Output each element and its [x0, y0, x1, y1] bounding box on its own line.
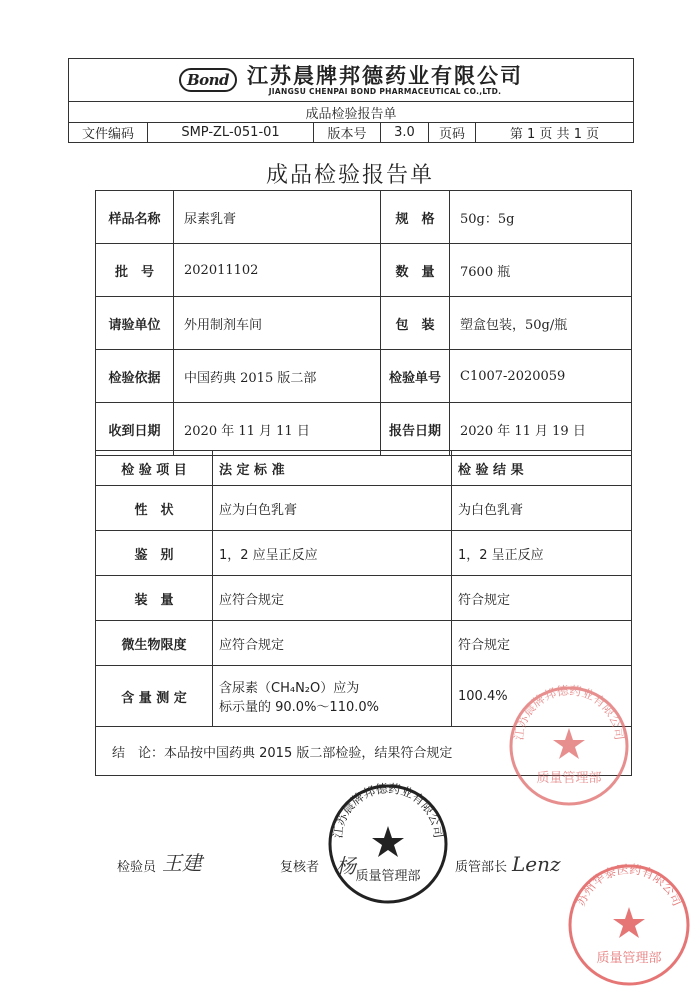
version-value: 3.0 [381, 123, 429, 143]
row-result: 符合规定 [452, 576, 632, 621]
col-result-header: 检 验 结 果 [452, 451, 632, 486]
form-title: 成品检验报告单 [69, 102, 634, 123]
bond-logo-icon: Bond [179, 68, 237, 92]
sample-info-table [95, 190, 632, 456]
supplier-stamp-red [566, 862, 692, 988]
row-result: 为白色乳膏 [452, 486, 632, 531]
stamp-inner-text: 质量管理部 [355, 869, 421, 884]
qty-label: 数 量 [381, 244, 450, 297]
row-item: 含 量 测 定 [96, 666, 213, 727]
quality-dept-stamp-black [326, 782, 450, 906]
recv-date-label: 收到日期 [96, 403, 174, 456]
stamp-outer-text: 苏州华泰医药有限公司 [573, 862, 685, 909]
reviewer-label: 复核者 [280, 860, 320, 875]
table-row [96, 576, 632, 621]
sample-name: 尿素乳膏 [174, 191, 381, 244]
stamp-outer-text: 江苏晨牌邦德药业有限公司 [330, 782, 446, 839]
report-no-label: 检验单号 [381, 350, 450, 403]
svg-text:苏州华泰医药有限公司 [574, 862, 685, 908]
stamp-inner-text: 质量管理部 [596, 951, 662, 966]
row-std: 应符合规定 [213, 621, 452, 666]
row-std: 应符合规定 [213, 576, 452, 621]
doc-code: SMP-ZL-051-01 [148, 123, 314, 143]
row-item: 鉴 别 [96, 531, 213, 576]
company-name-en: JIANGSU CHENPAI BOND PHARMACEUTICAL CO.,LTD. [268, 86, 502, 96]
qa-label: 质管部长 [455, 860, 508, 875]
company-banner [69, 59, 634, 102]
reviewer-signature: 杨 [336, 854, 356, 878]
unit-value: 外用制剂车间 [174, 297, 381, 350]
pack-value: 塑盒包装，50g/瓶 [450, 297, 632, 350]
stamp-outer-text: 江苏晨牌邦德药业有限公司 [511, 684, 627, 741]
document-header [68, 58, 634, 143]
unit-label: 请验单位 [96, 297, 174, 350]
qa-signature: Lenz [512, 852, 561, 876]
row-std-line1: 含尿素（CH₄N₂O）应为 [219, 681, 360, 696]
report-no-value: C1007-2020059 [450, 350, 632, 403]
report-date-label: 报告日期 [381, 403, 450, 456]
row-item: 装 量 [96, 576, 213, 621]
recv-date-value: 2020 年 11 月 11 日 [174, 403, 381, 456]
version-label: 版本号 [314, 123, 381, 143]
table-row [96, 531, 632, 576]
batch-value: 202011102 [174, 244, 381, 297]
pack-label: 包 装 [381, 297, 450, 350]
inspector-signature: 王建 [162, 851, 202, 875]
table-row [96, 486, 632, 531]
doc-code-label: 文件编码 [69, 123, 148, 143]
basis-label: 检验依据 [96, 350, 174, 403]
report-date-value: 2020 年 11 月 19 日 [450, 403, 632, 456]
row-result: 100.4% [452, 666, 632, 727]
conclusion: 结 论：本品按中国药典 2015 版二部检验，结果符合规定 [96, 727, 632, 776]
spec-label: 规 格 [381, 191, 450, 244]
basis-value: 中国药典 2015 版二部 [174, 350, 381, 403]
page-value: 第 1 页 共 1 页 [476, 123, 634, 143]
row-std-line2: 标示量的 90.0%～110.0% [219, 700, 379, 715]
col-std-header: 法 定 标 准 [213, 451, 452, 486]
table-row [96, 621, 632, 666]
inspector-label: 检验员 [117, 860, 157, 875]
row-std [213, 666, 452, 727]
quality-dept-stamp-red [507, 684, 631, 808]
row-item: 微生物限度 [96, 621, 213, 666]
page-title: 成品检验报告单 [265, 163, 434, 188]
row-std: 1，2 应呈正反应 [213, 531, 452, 576]
batch-label: 批 号 [96, 244, 174, 297]
sample-name-label: 样品名称 [96, 191, 174, 244]
row-item: 性 状 [96, 486, 213, 531]
col-item-header: 检 验 项 目 [96, 451, 213, 486]
stamp-inner-text: 质量管理部 [536, 771, 602, 786]
qty-value: 7600 瓶 [450, 244, 632, 297]
row-result: 1，2 呈正反应 [452, 531, 632, 576]
spec-value: 50g：5g [450, 191, 632, 244]
company-name-cn: 江苏晨牌邦德药业有限公司 [247, 63, 524, 88]
page-label: 页码 [429, 123, 476, 143]
row-result: 符合规定 [452, 621, 632, 666]
row-std: 应为白色乳膏 [213, 486, 452, 531]
